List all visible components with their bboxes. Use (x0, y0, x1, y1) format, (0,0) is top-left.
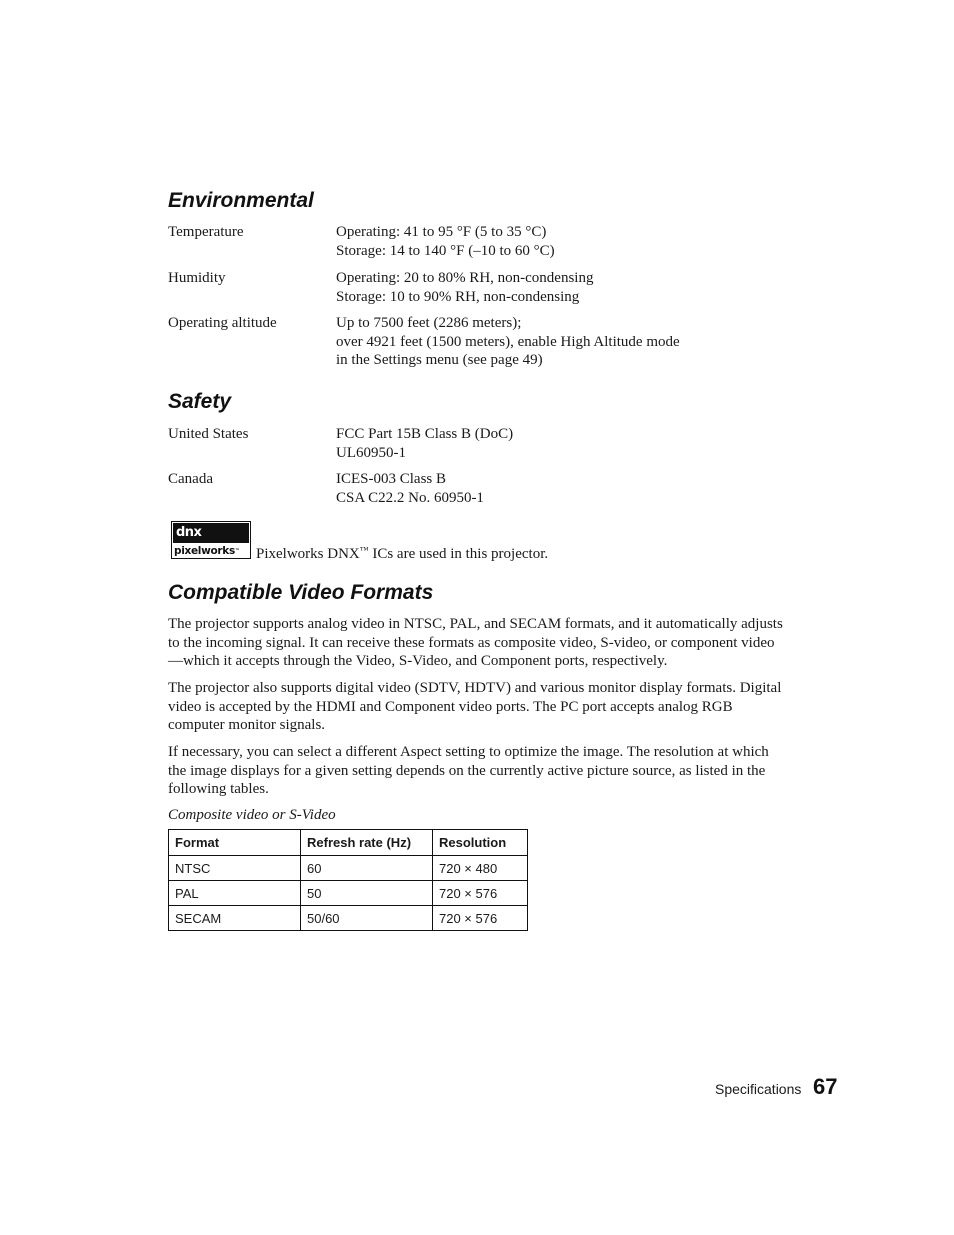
cell-refresh-rate: 60 (301, 856, 433, 881)
us-standard-1: FCC Part 15B Class B (DoC) (336, 426, 514, 442)
pixelworks-wordmark-text: pixelworks (174, 545, 235, 557)
humidity-label: Humidity (168, 270, 226, 286)
safety-heading: Safety (168, 390, 232, 413)
logo-caption-tm: ™ (359, 545, 369, 555)
logo-caption-rest: ICs are used in this projector. (368, 546, 549, 562)
altitude-line-1: Up to 7500 feet (2286 meters); (336, 315, 522, 331)
table-caption: Composite video or S-Video (168, 807, 336, 823)
cell-format: SECAM (169, 906, 301, 931)
altitude-value (336, 314, 680, 370)
environmental-heading: Environmental (168, 189, 314, 212)
cell-resolution: 720 × 576 (433, 881, 528, 906)
canada-standard-1: ICES-003 Class B (336, 471, 447, 487)
table-header-row (169, 830, 528, 856)
united-states-value (336, 425, 513, 462)
cell-format: NTSC (169, 856, 301, 881)
dnx-logo-mark: dnx (173, 523, 249, 543)
cell-resolution: 720 × 576 (433, 906, 528, 931)
temperature-label: Temperature (168, 224, 244, 240)
logo-caption-brand: Pixelworks DNX (256, 546, 360, 562)
altitude-label: Operating altitude (168, 315, 277, 331)
composite-video-table (168, 829, 528, 931)
video-paragraph-1: The projector supports analog video in NTSC, PAL, and SECAM formats, and it automatically adjusts to the incoming signal. It can receive these formats as composite video, S-video, or component video—which it accepts through the Video, S-Video, and Component ports, respectively. (168, 616, 783, 669)
altitude-line-2: over 4921 feet (1500 meters), enable High Altitude mode (336, 333, 680, 350)
cell-refresh-rate: 50/60 (301, 906, 433, 931)
pixelworks-wordmark (174, 544, 249, 558)
logo-caption (256, 541, 548, 564)
cell-resolution: 720 × 480 (433, 856, 528, 881)
video-paragraph-3: If necessary, you can select a different Aspect setting to optimize the image. The resolution at which the image displays for a given setting depends on the currently active picture source, as listed in the following tables. (168, 744, 769, 797)
canada-label: Canada (168, 471, 213, 487)
footer-section-label: Specifications (715, 1081, 802, 1097)
header-refresh-rate: Refresh rate (Hz) (301, 830, 433, 856)
us-standard-2: UL60950-1 (336, 444, 406, 461)
header-resolution: Resolution (433, 830, 528, 856)
canada-value (336, 470, 484, 507)
table-row (169, 856, 528, 881)
header-format: Format (169, 830, 301, 856)
page-number: 67 (813, 1074, 838, 1099)
united-states-label: United States (168, 426, 249, 442)
altitude-line-3: in the Settings menu (see page 49) (336, 352, 543, 368)
temperature-value (336, 223, 555, 260)
cell-format: PAL (169, 881, 301, 906)
humidity-value (336, 269, 593, 306)
table-row (169, 881, 528, 906)
temperature-storage: Storage: 14 to 140 °F (–10 to 60 °C) (336, 242, 555, 259)
canada-standard-2: CSA C22.2 No. 60950-1 (336, 489, 484, 506)
pixelworks-dnx-logo (171, 521, 251, 559)
humidity-storage: Storage: 10 to 90% RH, non-condensing (336, 288, 580, 305)
table-row (169, 906, 528, 931)
pixelworks-tm: ™ (234, 548, 240, 554)
video-paragraph-2: The projector also supports digital video (SDTV, HDTV) and various monitor display formats. Digital video is accepted by the HDMI and Component video ports. The PC port accepts analog RGB computer monitor signals. (168, 680, 782, 733)
video-formats-heading: Compatible Video Formats (168, 581, 434, 604)
humidity-operating: Operating: 20 to 80% RH, non-condensing (336, 270, 594, 286)
cell-refresh-rate: 50 (301, 881, 433, 906)
temperature-operating: Operating: 41 to 95 °F (5 to 35 °C) (336, 224, 547, 240)
